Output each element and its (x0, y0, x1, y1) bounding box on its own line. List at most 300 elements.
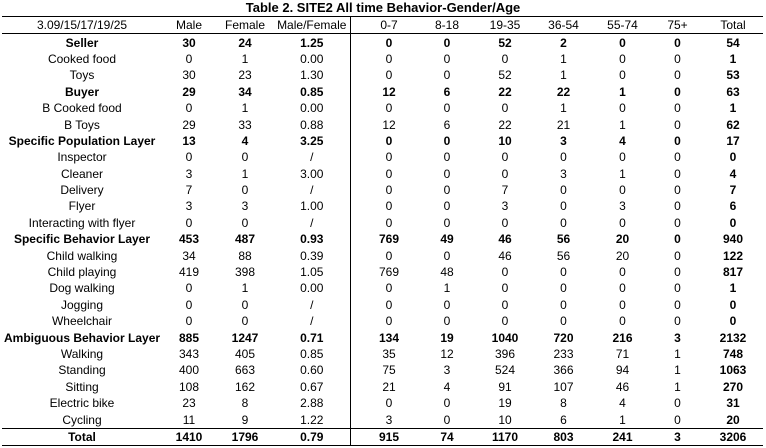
column-spacer (350, 51, 360, 67)
value-cell: 19 (498, 396, 512, 411)
value-cell: 0 (674, 297, 681, 312)
value-cell: 2 (560, 35, 567, 50)
value-cell: 0 (501, 297, 509, 312)
value-cell: 1 (241, 51, 249, 66)
value-cell: 0 (385, 396, 393, 411)
value-cell: 2132 (719, 330, 747, 345)
value-cell: 3 (185, 166, 193, 181)
value-cell: 0 (674, 133, 681, 148)
value-cell: 19-35 (476, 17, 534, 34)
row-label-cell: 3.09/15/17/19/25 (2, 17, 162, 34)
value-cell: 915 (360, 428, 418, 445)
value-cell: 12 (382, 117, 396, 132)
value-cell: 1 (729, 51, 737, 66)
value-cell: 0 (674, 183, 681, 198)
value-cell: 12 (382, 84, 396, 99)
value-cell: 4 (443, 379, 451, 394)
value-cell: 10 (476, 411, 534, 428)
value-cell: 35 (382, 347, 396, 361)
value-cell: 1 (674, 347, 681, 361)
value-cell: 0 (619, 314, 626, 329)
value-cell: 0 (674, 117, 681, 132)
table-row (2, 247, 763, 263)
row-label-cell: Child playing (47, 265, 117, 280)
value-cell: 46 (615, 379, 630, 394)
column-spacer (350, 395, 360, 411)
column-spacer (350, 17, 360, 34)
value-cell: 0 (501, 281, 509, 296)
value-cell: 233 (553, 347, 574, 361)
value-cell: 1 (560, 101, 567, 116)
column-spacer (350, 411, 360, 428)
value-cell: 75 (382, 363, 396, 378)
value-cell: 6 (443, 84, 451, 99)
value-cell: 3 (619, 199, 626, 214)
value-cell: 398 (234, 265, 256, 280)
value-cell: 0 (443, 297, 451, 312)
value-cell: 0 (385, 166, 393, 181)
value-cell: 0 (501, 166, 509, 181)
value-cell: 7 (729, 183, 737, 198)
value-cell: 0 (385, 133, 393, 148)
value-cell: 0 (385, 215, 393, 230)
column-spacer (350, 329, 360, 345)
column-spacer (350, 231, 360, 247)
value-cell: / (274, 149, 350, 165)
value-cell: 0 (674, 150, 681, 165)
column-spacer (350, 116, 360, 132)
value-cell: 46 (498, 232, 512, 247)
value-cell: 17 (726, 133, 740, 148)
table-caption: Table 2. SITE2 All time Behavior-Gender/Age (245, 0, 521, 15)
value-cell: 0 (729, 150, 737, 165)
value-cell: 54 (726, 35, 740, 50)
value-cell: 0 (185, 297, 193, 312)
value-cell: 30 (182, 35, 196, 50)
value-cell: 0 (443, 248, 451, 263)
value-cell: 6 (729, 199, 737, 214)
value-cell: 20 (615, 232, 630, 247)
column-spacer (350, 280, 360, 296)
row-label-cell: Cleaner (60, 166, 104, 181)
row-label-cell: Toys (69, 68, 95, 83)
value-cell: 0 (674, 281, 681, 296)
value-cell: 7 (501, 183, 509, 198)
value-cell: 4 (241, 133, 249, 148)
value-cell: 29 (182, 117, 196, 132)
value-cell: 940 (722, 232, 744, 247)
column-spacer (350, 166, 360, 182)
table-row (2, 379, 763, 395)
value-cell: 22 (498, 117, 512, 132)
row-label-cell: Inspector (57, 150, 107, 165)
value-cell: 0 (674, 84, 681, 99)
value-cell: 62 (726, 117, 740, 132)
value-cell: Male/Female (274, 17, 350, 34)
value-cell: 0 (443, 166, 451, 181)
column-spacer (350, 428, 360, 445)
value-cell: 1 (241, 101, 249, 116)
row-label-cell: B Cooked food (42, 101, 122, 116)
value-cell: / (274, 182, 350, 198)
value-cell: 769 (378, 232, 400, 247)
value-cell: 6 (443, 117, 451, 132)
value-cell: 1 (729, 281, 737, 296)
value-cell: 1 (443, 281, 451, 296)
value-cell: 0 (619, 101, 626, 116)
value-cell: 0 (385, 183, 393, 198)
value-cell: 0-7 (360, 17, 418, 34)
value-cell: 0 (674, 35, 681, 50)
row-label-cell: Cooked food (47, 51, 117, 66)
table-row (2, 182, 763, 198)
column-spacer (350, 264, 360, 280)
value-cell: 0 (443, 183, 451, 198)
value-cell: 46 (498, 248, 512, 263)
value-cell: 0 (501, 150, 509, 165)
value-cell: 19 (440, 330, 454, 345)
table-row (2, 264, 763, 280)
value-cell: 1.22 (274, 411, 350, 428)
value-cell: 3 (501, 199, 509, 214)
row-label-cell: Walking (60, 347, 104, 361)
value-cell: 0 (619, 215, 626, 230)
value-cell: 52 (498, 68, 512, 83)
row-label-cell: Interacting with flyer (28, 215, 136, 230)
value-cell: 0 (619, 51, 626, 66)
value-cell: 0 (674, 101, 681, 116)
value-cell: 0 (501, 314, 509, 329)
value-cell: 343 (178, 347, 200, 361)
row-label-cell: Dog walking (49, 281, 115, 296)
value-cell: 0.85 (274, 346, 350, 362)
table-row (2, 100, 763, 116)
value-cell: 0 (652, 411, 703, 428)
row-label-cell: Delivery (60, 183, 104, 198)
row-label-cell: Child walking (46, 248, 118, 263)
value-cell: 3.25 (274, 133, 350, 149)
value-cell: 0 (241, 183, 249, 198)
value-cell: 0 (619, 183, 626, 198)
value-cell: 0.93 (274, 231, 350, 247)
value-cell: 748 (722, 347, 744, 361)
value-cell: 22 (498, 84, 512, 99)
value-cell: 0 (385, 297, 393, 312)
value-cell: 803 (534, 428, 593, 445)
value-cell: 12 (440, 347, 454, 361)
value-cell: 21 (556, 117, 571, 132)
value-cell: 1.30 (274, 67, 350, 83)
value-cell: 1.00 (274, 198, 350, 214)
behavior-gender-age-table (2, 16, 763, 446)
value-cell: / (274, 313, 350, 329)
value-cell: 1 (593, 411, 652, 428)
value-cell: 0 (674, 199, 681, 214)
value-cell: 56 (556, 232, 571, 247)
value-cell: 23 (238, 68, 252, 83)
value-cell: 0 (501, 265, 509, 280)
value-cell: 885 (178, 330, 200, 345)
column-spacer (350, 379, 360, 395)
category-row (2, 84, 763, 100)
value-cell: 0 (185, 51, 193, 66)
value-cell: 400 (178, 363, 200, 378)
value-cell: 0.00 (274, 100, 350, 116)
row-label-cell: B Toys (64, 117, 100, 132)
value-cell: Total (703, 17, 763, 34)
value-cell: 0 (443, 68, 451, 83)
value-cell: 0.00 (274, 280, 350, 296)
value-cell: 0 (560, 150, 567, 165)
table-row (2, 395, 763, 411)
value-cell: 0 (443, 396, 451, 411)
value-cell: 817 (722, 265, 744, 280)
value-cell: 8-18 (418, 17, 476, 34)
value-cell: 720 (553, 330, 574, 345)
value-cell: 6 (534, 411, 593, 428)
table-row (2, 411, 763, 428)
column-spacer (350, 297, 360, 313)
category-row (2, 329, 763, 345)
value-cell: 0 (560, 265, 567, 280)
value-cell: 0 (241, 215, 249, 230)
value-cell: 13 (182, 133, 196, 148)
value-cell: 0 (729, 215, 737, 230)
value-cell: 0.71 (274, 329, 350, 345)
value-cell: 8 (241, 396, 249, 411)
value-cell: 1063 (719, 363, 747, 378)
row-label-cell: Electric bike (49, 396, 115, 411)
value-cell: 0 (560, 314, 567, 329)
value-cell: 0 (619, 265, 626, 280)
table-row (2, 280, 763, 296)
value-cell: 0.67 (274, 379, 350, 395)
value-cell: 3 (560, 166, 567, 181)
value-cell: 0 (560, 297, 567, 312)
value-cell: 241 (593, 428, 652, 445)
value-cell: 366 (553, 363, 574, 378)
row-label-cell: Flyer (68, 199, 96, 214)
category-row (2, 34, 763, 51)
value-cell: 1.25 (274, 34, 350, 51)
value-cell: 0 (501, 215, 509, 230)
value-cell: 0 (185, 101, 193, 116)
value-cell: 1.05 (274, 264, 350, 280)
table-row (2, 166, 763, 182)
value-cell: 0 (729, 314, 737, 329)
value-cell: 1 (560, 68, 567, 83)
value-cell: 1410 (162, 428, 216, 445)
table-row (2, 116, 763, 132)
value-cell: 52 (498, 35, 512, 50)
value-cell: Female (216, 17, 274, 34)
value-cell: 0 (443, 35, 451, 50)
value-cell: 0 (385, 68, 393, 83)
value-cell: 56 (556, 248, 571, 263)
value-cell: 0 (619, 150, 626, 165)
table-row (2, 149, 763, 165)
value-cell: 0 (385, 35, 393, 50)
value-cell: 0 (560, 183, 567, 198)
value-cell: 7 (185, 183, 193, 198)
value-cell: 453 (178, 232, 200, 247)
value-cell: 0 (560, 215, 567, 230)
value-cell: 0 (185, 314, 193, 329)
value-cell: 34 (182, 248, 196, 263)
value-cell: 0 (443, 215, 451, 230)
value-cell: 1 (674, 363, 681, 378)
table-row (2, 346, 763, 362)
value-cell: 0 (385, 199, 393, 214)
value-cell: 0 (385, 51, 393, 66)
value-cell: 0 (674, 248, 681, 263)
value-cell: 0 (674, 232, 681, 247)
value-cell: 1 (619, 84, 626, 99)
row-label-cell: Specific Behavior Layer (13, 232, 151, 247)
value-cell: 0 (674, 68, 681, 83)
value-cell: 0 (501, 51, 509, 66)
row-label-cell: Wheelchair (51, 314, 113, 329)
value-cell: 63 (726, 84, 740, 99)
value-cell: 0 (729, 297, 737, 312)
value-cell: 0.79 (274, 428, 350, 445)
column-spacer (350, 100, 360, 116)
value-cell: 134 (378, 330, 400, 345)
value-cell: 487 (234, 232, 256, 247)
column-spacer (350, 313, 360, 329)
row-label-cell: Ambiguous Behavior Layer (4, 330, 161, 345)
row-label-cell: Buyer (64, 84, 99, 99)
value-cell: 3 (443, 363, 451, 378)
value-cell: 0 (241, 314, 249, 329)
value-cell: 0.39 (274, 247, 350, 263)
value-cell: 1 (674, 379, 681, 394)
value-cell: 29 (182, 84, 196, 99)
value-cell: 0 (443, 199, 451, 214)
value-cell: 0 (560, 281, 567, 296)
value-cell: 0 (385, 150, 393, 165)
value-cell: 3 (185, 199, 193, 214)
value-cell: 0 (385, 281, 393, 296)
row-label-cell: Sitting (65, 379, 99, 394)
value-cell: 55-74 (593, 17, 652, 34)
table-row (2, 198, 763, 214)
value-cell: / (274, 215, 350, 231)
value-cell: 30 (182, 68, 196, 83)
column-spacer (350, 198, 360, 214)
value-cell: 0 (443, 51, 451, 66)
column-spacer (350, 133, 360, 149)
value-cell: 0 (674, 215, 681, 230)
value-cell: 1 (619, 117, 626, 132)
value-cell: 74 (418, 428, 476, 445)
value-cell: 0 (185, 215, 193, 230)
column-spacer (350, 182, 360, 198)
value-cell: 75+ (652, 17, 703, 34)
value-cell: 0 (619, 297, 626, 312)
value-cell: 3 (674, 330, 681, 345)
value-cell: 0 (241, 297, 249, 312)
row-label-cell: Cycling (2, 411, 162, 428)
value-cell: 0 (241, 150, 249, 165)
value-cell: 11 (162, 411, 216, 428)
value-cell: 94 (615, 363, 630, 378)
value-cell: 3206 (703, 428, 763, 445)
table-row (2, 51, 763, 67)
value-cell: 405 (234, 347, 256, 361)
value-cell: 0 (443, 133, 451, 148)
row-label-cell: Total (2, 428, 162, 445)
value-cell: 24 (238, 35, 252, 50)
value-cell: 396 (494, 347, 516, 361)
row-label-cell: Standing (58, 363, 106, 378)
value-cell: 0 (443, 101, 451, 116)
value-cell: 3 (560, 133, 567, 148)
value-cell: 0 (674, 314, 681, 329)
table-row (2, 297, 763, 313)
value-cell: 0 (418, 411, 476, 428)
value-cell: 0.85 (274, 84, 350, 100)
value-cell: 0 (619, 35, 626, 50)
value-cell: 0 (619, 281, 626, 296)
value-cell: Male (162, 17, 216, 34)
header-row (2, 17, 763, 34)
column-spacer (350, 84, 360, 100)
category-row (2, 133, 763, 149)
value-cell: 4 (619, 133, 626, 148)
value-cell: 216 (612, 330, 633, 345)
column-spacer (350, 34, 360, 51)
value-cell: 3 (241, 199, 249, 214)
value-cell: 22 (556, 84, 571, 99)
value-cell: 1796 (216, 428, 274, 445)
value-cell: / (274, 297, 350, 313)
value-cell: 270 (722, 379, 744, 394)
value-cell: 108 (178, 379, 200, 394)
value-cell: 1040 (491, 330, 519, 345)
value-cell: 1 (241, 281, 249, 296)
table-row (2, 215, 763, 231)
table-row (2, 313, 763, 329)
table-row (2, 362, 763, 378)
value-cell: 88 (238, 248, 252, 263)
row-label-cell: Specific Population Layer (8, 133, 156, 148)
total-row (2, 428, 763, 445)
value-cell: 49 (440, 232, 454, 247)
value-cell: 0 (674, 265, 681, 280)
value-cell: 0 (443, 150, 451, 165)
value-cell: 0 (443, 314, 451, 329)
value-cell: 91 (498, 379, 512, 394)
value-cell: 0 (501, 101, 509, 116)
value-cell: 8 (560, 396, 567, 411)
value-cell: 663 (234, 363, 256, 378)
value-cell: 0.00 (274, 51, 350, 67)
value-cell: 0 (560, 199, 567, 214)
value-cell: 21 (382, 379, 396, 394)
value-cell: 524 (494, 363, 516, 378)
value-cell: 33 (238, 117, 252, 132)
value-cell: 0.88 (274, 116, 350, 132)
value-cell: 0 (674, 51, 681, 66)
value-cell: 23 (182, 396, 196, 411)
value-cell: 0 (674, 396, 681, 411)
value-cell: 1 (241, 166, 249, 181)
value-cell: 122 (722, 248, 744, 263)
value-cell: 4 (619, 396, 626, 411)
row-label-cell: Seller (65, 35, 99, 50)
category-row (2, 231, 763, 247)
